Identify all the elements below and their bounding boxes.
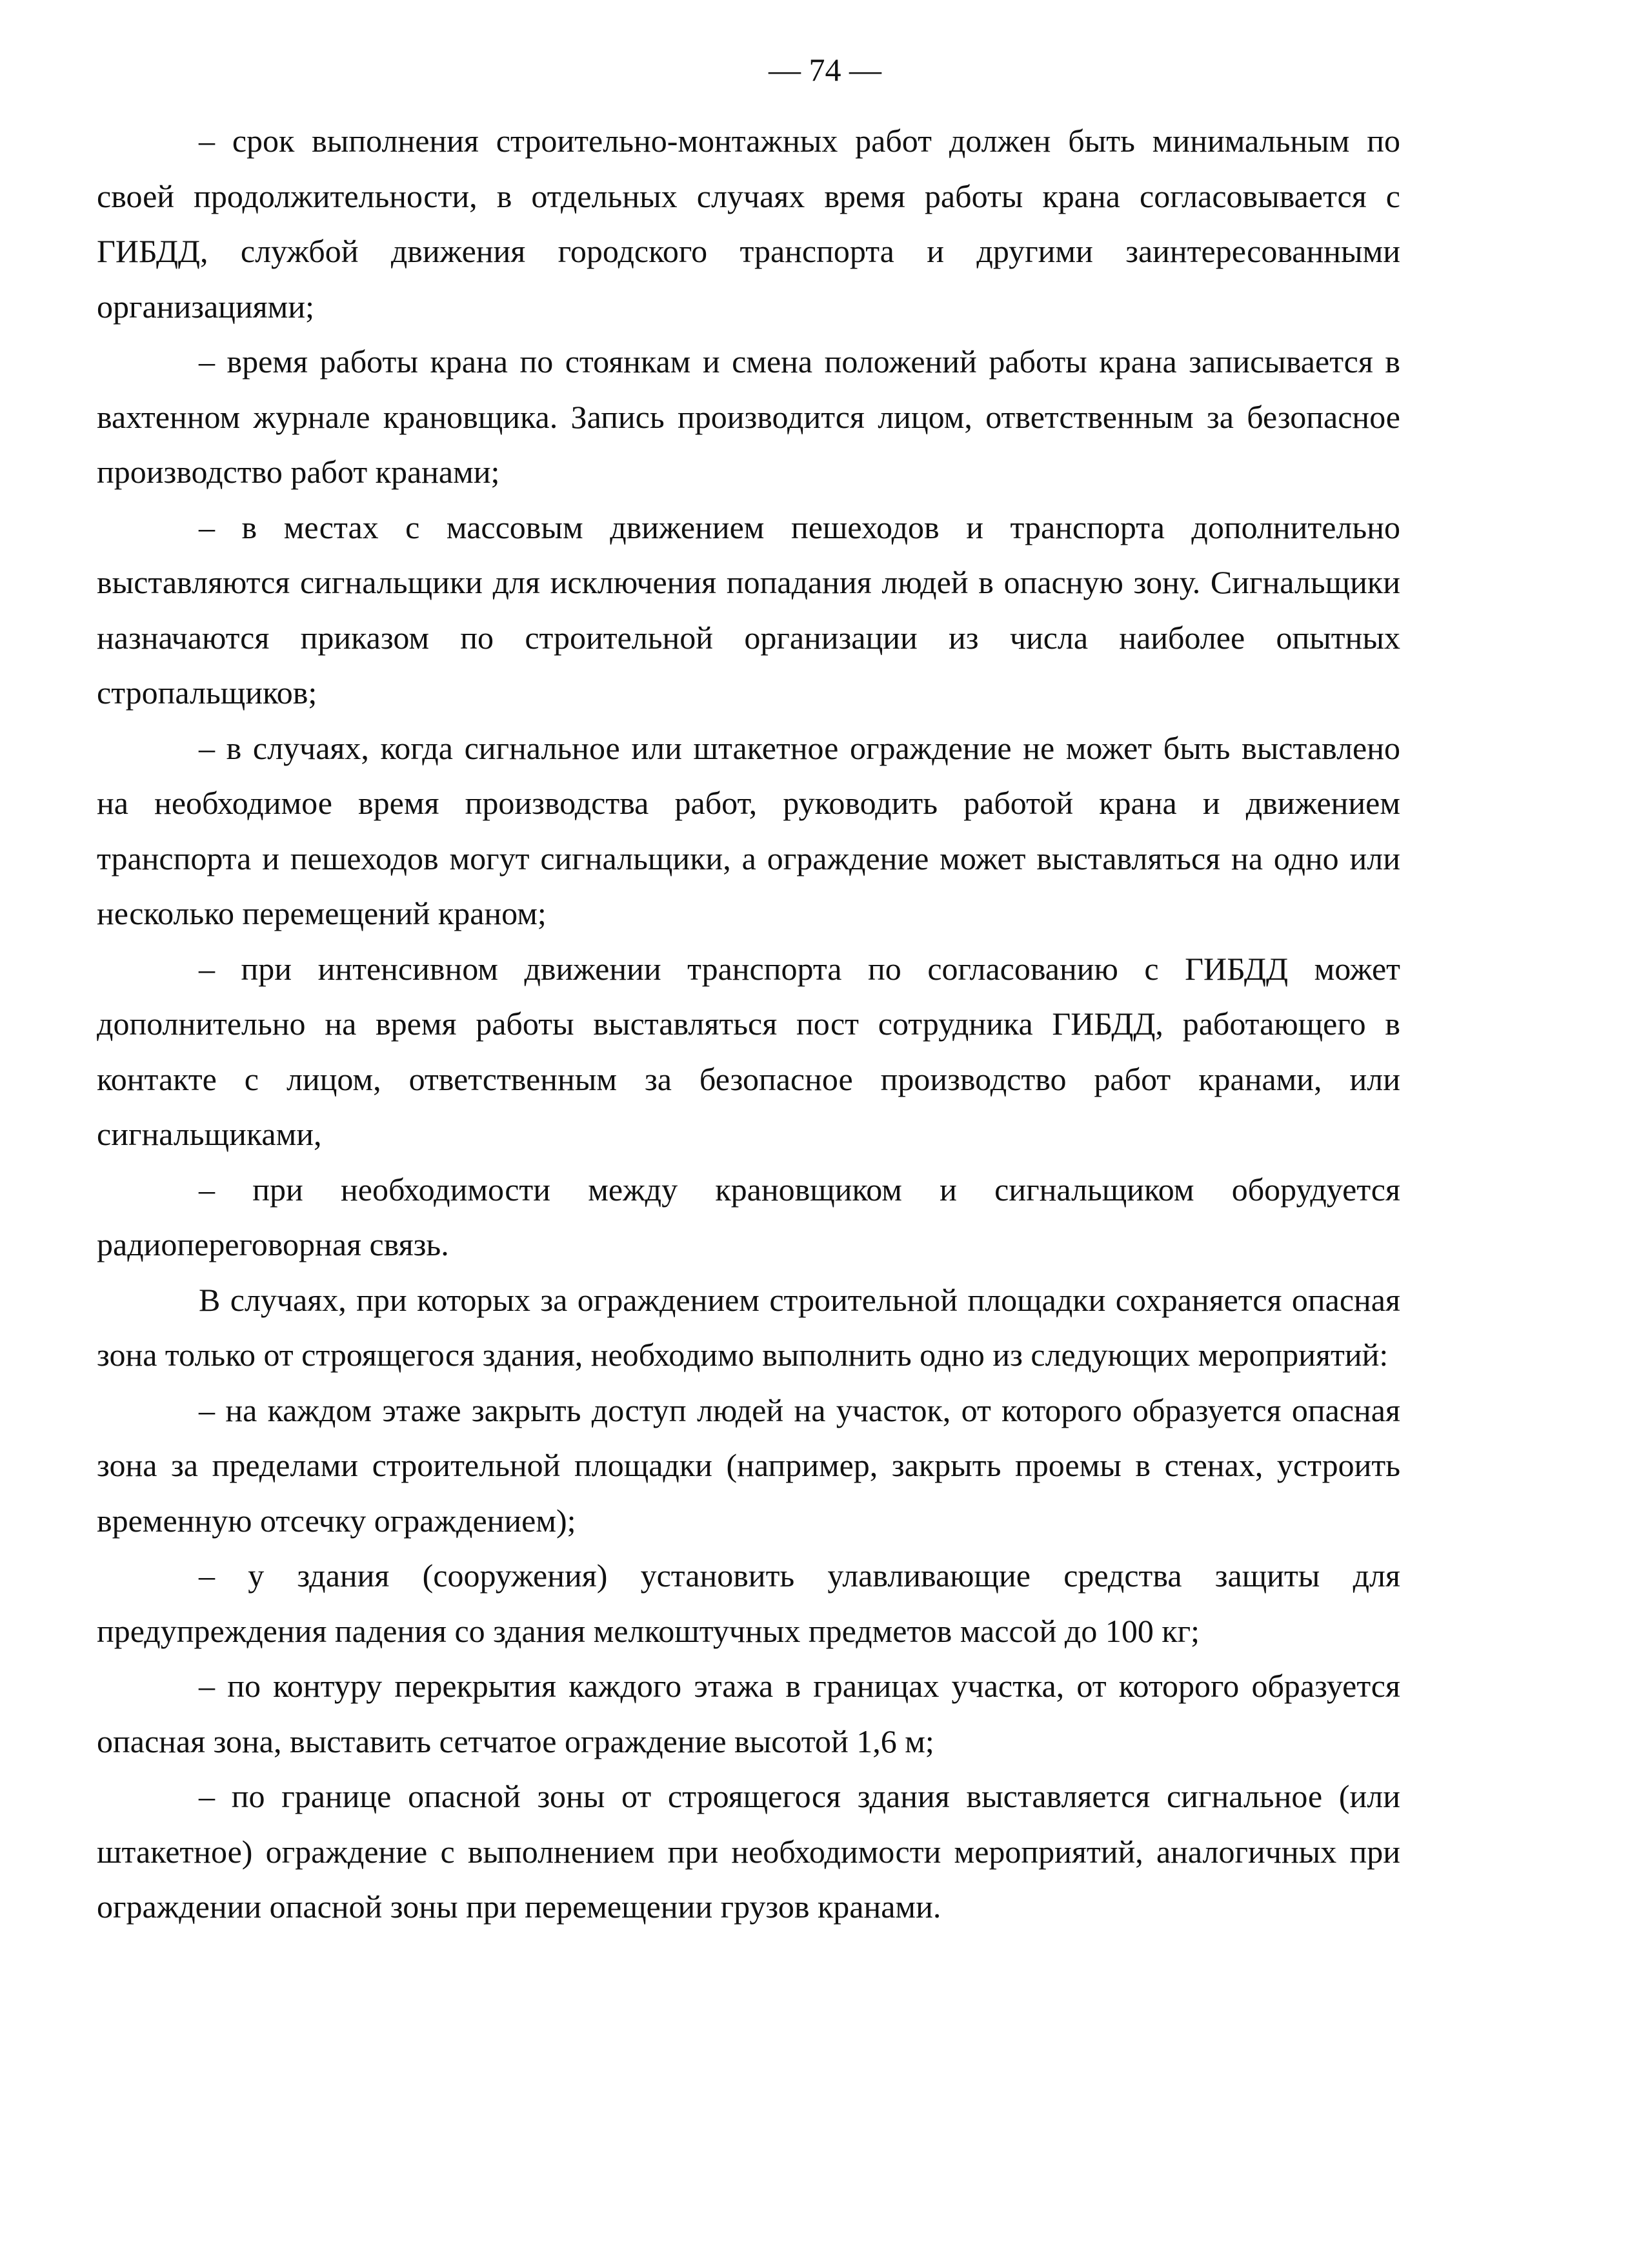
- paragraph-fence-not-installed: – в случаях, когда сигнальное или штакетное ограждение не может быть выставлено на необходимое время производства работ, руководить работой крана и движением транспорта и пешеходов могут сигнальщики, а ограждение может выставляться на одно или несколько перемещений краном;: [97, 729, 1400, 931]
- paragraph-signal-fence: – по границе опасной зоны от строящегося здания выставляется сигнальное (или штакетное) ограждение с выполнением при необходимости мероприятий, аналогичных при ограждении опасной зоны при перемещении грузов кранами.: [97, 1778, 1400, 1925]
- paragraph-close-access: – на каждом этаже закрыть доступ людей на участок, от которого образуется опасная зона за пределами строительной площадки (например, закрыть проемы в стенах, устроить временную отсечку ограждением);: [97, 1392, 1400, 1539]
- paragraph-traffic-police-post: – при интенсивном движении транспорта по согласованию с ГИБДД может дополнительно на время работы выставляться пост сотрудника ГИБДД, работающего в контакте с лицом, ответственным за безопасное производство работ кранами, или сигнальщиками,: [97, 950, 1400, 1152]
- text-body: [97, 114, 1400, 1935]
- paragraph-mesh-fence: – по контуру перекрытия каждого этажа в границах участка, от которого образуется опасная зона, выставить сетчатое ограждение высотой 1,6 м;: [97, 1668, 1400, 1759]
- paragraph-radio-communication: – при необходимости между крановщиком и сигнальщиком оборудуется радиопереговорная связь.: [97, 1171, 1400, 1262]
- paragraph-signalmen: – в местах с массовым движением пешеходов и транспорта дополнительно выставляются сигнальщики для исключения попадания людей в опасную зону. Сигнальщики назначаются приказом по строительной организации из числа наиболее опытных стропальщиков;: [97, 509, 1400, 711]
- paragraph-catching-devices: – у здания (сооружения) установить улавливающие средства защиты для предупреждения падения со здания мелкоштучных предметов массой до 100 кг;: [97, 1557, 1400, 1649]
- page-number: — 74 —: [769, 52, 881, 88]
- paragraph-crane-logbook: – время работы крана по стоянкам и смена положений работы крана записывается в вахтенном журнале крановщика. Запись производится лицом, ответственным за безопасное производство работ кранами;: [97, 343, 1400, 490]
- paragraph-danger-zone-measures: В случаях, при которых за ограждением строительной площадки сохраняется опасная зона только от строящегося здания, необходимо выполнить одно из следующих мероприятий:: [97, 1281, 1400, 1373]
- paragraph-crane-work-duration: – срок выполнения строительно-монтажных работ должен быть минимальным по своей продолжительности, в отдельных случаях время работы крана согласовывается с ГИБДД, службой движения городского транспорта и другими заинтересованными организациями;: [97, 123, 1400, 325]
